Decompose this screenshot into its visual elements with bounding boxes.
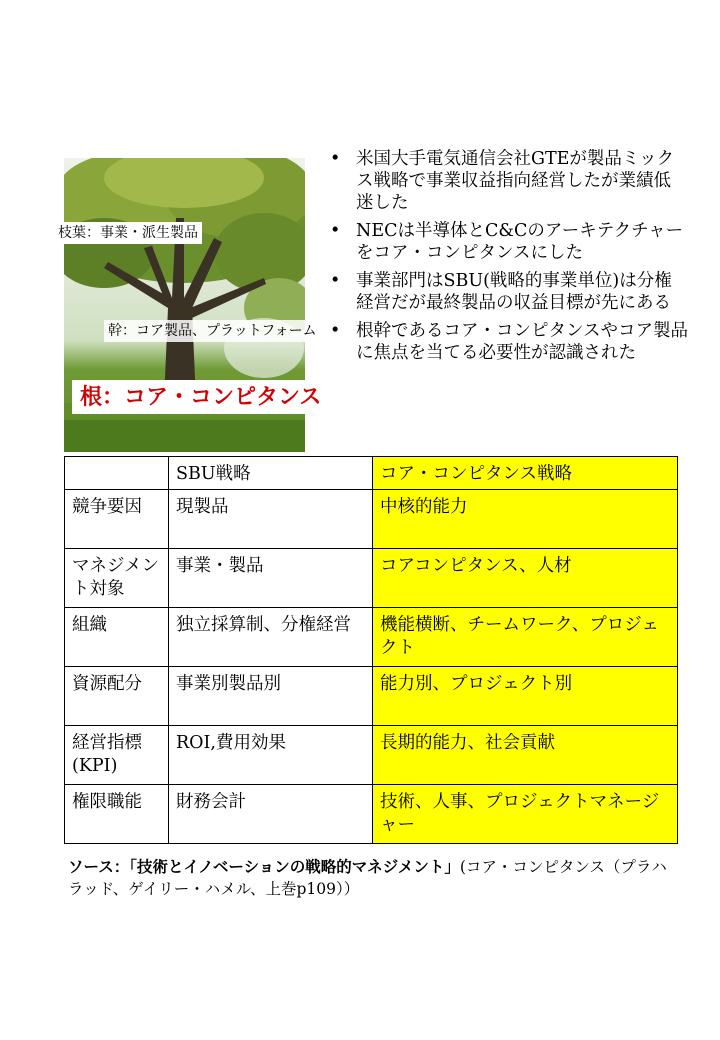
core-competence-cell: 長期的能力、社会貢献 [373,726,678,785]
leaves-label: 枝葉：事業・派生製品 [54,222,202,244]
core-competence-cell: 機能横断、チームワーク、プロジェクト [373,608,678,667]
table-row [65,490,678,549]
sbu-cell: ROI,費用効果 [169,726,373,785]
trunk-label: 幹：コア製品、プラットフォーム [104,320,321,342]
bullet-item [326,270,688,314]
table-header-row [65,457,678,490]
bullet-text: NECは半導体とC&Cのアーキテクチャーをコア・コンピタンスにした [356,221,684,263]
sbu-cell: 事業別製品別 [169,667,373,726]
source-note [68,856,668,900]
row-label: 権限職能 [65,785,169,844]
bullet-text: 事業部門はSBU(戦略的事業単位)は分権経営だが最終製品の収益目標が先にある [356,271,672,313]
row-label: マネジメント対象 [65,549,169,608]
core-competence-cell: 技術、人事、プロジェクトマネージャー [373,785,678,844]
row-label: 経営指標(KPI) [65,726,169,785]
table-row [65,785,678,844]
source-title: ソース：「技術とイノベーションの戦略的マネジメント」 [68,857,460,876]
bullet-item [326,148,688,214]
bullet-item [326,320,688,364]
core-competence-cell: 中核的能力 [373,490,678,549]
bullet-marker: • [330,221,341,241]
row-label: 資源配分 [65,667,169,726]
bullet-item [326,220,688,264]
bullet-marker: • [330,321,341,341]
root-label: 根：コア・コンピタンス [72,380,329,414]
header-cell: コア・コンピタンス戦略 [373,457,678,490]
sbu-cell: 事業・製品 [169,549,373,608]
bullet-marker: • [330,149,341,169]
sbu-cell: 財務会計 [169,785,373,844]
table-row [65,726,678,785]
bullet-marker: • [330,271,341,291]
comparison-table [64,456,678,844]
sbu-cell: 現製品 [169,490,373,549]
table-row [65,549,678,608]
table-row [65,667,678,726]
header-cell [65,457,169,490]
bullet-list [326,148,688,370]
table-row [65,608,678,667]
bullet-text: 米国大手電気通信会社GTEが製品ミックス戦略で事業収益指向経営したが業績低迷した [356,149,675,213]
row-label: 組織 [65,608,169,667]
source-detail: (コア・コンピタンス（プラハラッド、ゲイリー・ハメル、上巻p109）） [68,858,667,898]
row-label: 競争要因 [65,490,169,549]
header-cell: SBU戦略 [169,457,373,490]
core-competence-cell: コアコンピタンス、人材 [373,549,678,608]
sbu-cell: 独立採算制、分権経営 [169,608,373,667]
core-competence-cell: 能力別、プロジェクト別 [373,667,678,726]
bullet-text: 根幹であるコア・コンピタンスやコア製品に焦点を当てる必要性が認識された [356,321,688,363]
